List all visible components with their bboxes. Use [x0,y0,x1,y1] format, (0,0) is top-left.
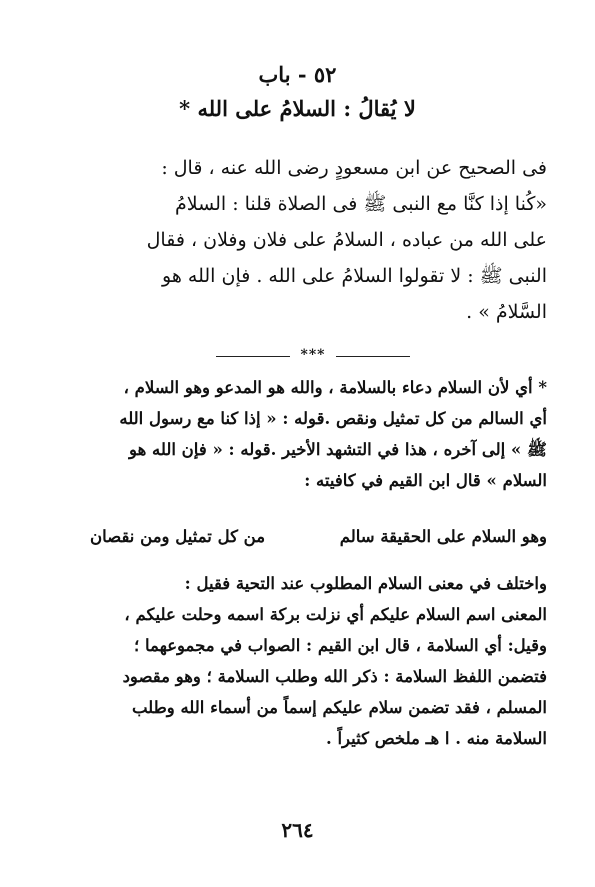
footnote-continued [50,568,547,754]
main-text-line: «كُنا إذا كنَّا مع النبى ﷺ فى الصلاة قلنا : السلامُ [175,193,547,215]
footnote-line: المسلم ، فقد تضمن سلام عليكم إسماً من أسماء الله وطلب [131,698,547,717]
footnote-line: السلام » قال ابن القيم في كافيته : [304,471,547,490]
verse-first-hemistich: وهو السلام على الحقيقة سالم [339,527,547,546]
page-number: ٢٦٤ [281,818,314,842]
main-text-line: فى الصحيح عن ابن مسعودٍ رضى الله عنه ، قال : [161,157,547,179]
footnote-line: وقيل: أي السلامة ، قال ابن القيم : الصواب في مجموعهما ؛ [134,636,547,655]
main-text [54,150,547,330]
separator-line-right [336,356,410,357]
footnote-line: * أي لأن السلام دعاء بالسلامة ، والله هو المدعو وهو السلام ، [123,378,547,397]
footnote [50,372,547,496]
main-text-line: على الله من عباده ، السلامُ على فلان وفلان ، فقال [146,229,547,251]
verse-second-hemistich: من كل تمثيل ومن نقصان [90,527,266,546]
footnote-line: أي السالم من كل تمثيل ونقص .قوله : « إذا كنا مع رسول الله [119,409,547,428]
main-text-line: النبى ﷺ : لا تقولوا السلامُ على الله . فإن الله هو [162,265,547,287]
poetry-verse [50,522,547,552]
footnote-line: السلامة منه . ا هـ ملخص كثيراً . [325,729,547,748]
footnote-line: واختلف في معنى السلام المطلوب عند التحية فقيل : [184,574,547,593]
chapter-number: ٥٢ - باب [258,62,337,87]
main-text-line: السَّلامُ » . [466,301,547,323]
section-separator [216,347,410,367]
footnote-line: فتضمن اللفظ السلامة : ذكر الله وطلب السلامة ؛ وهو مقصود [122,667,547,686]
footnote-line: المعنى اسم السلام عليكم أي نزلت بركة اسمه وحلت عليكم ، [124,605,547,624]
separator-stars: *** [300,347,326,363]
separator-line-left [216,356,290,357]
chapter-title: لا يُقالُ : السلامُ على الله * [179,96,416,121]
footnote-line: ﷺ » إلى آخره ، هذا في التشهد الأخير .قوله : « فإن الله هو [129,440,547,459]
